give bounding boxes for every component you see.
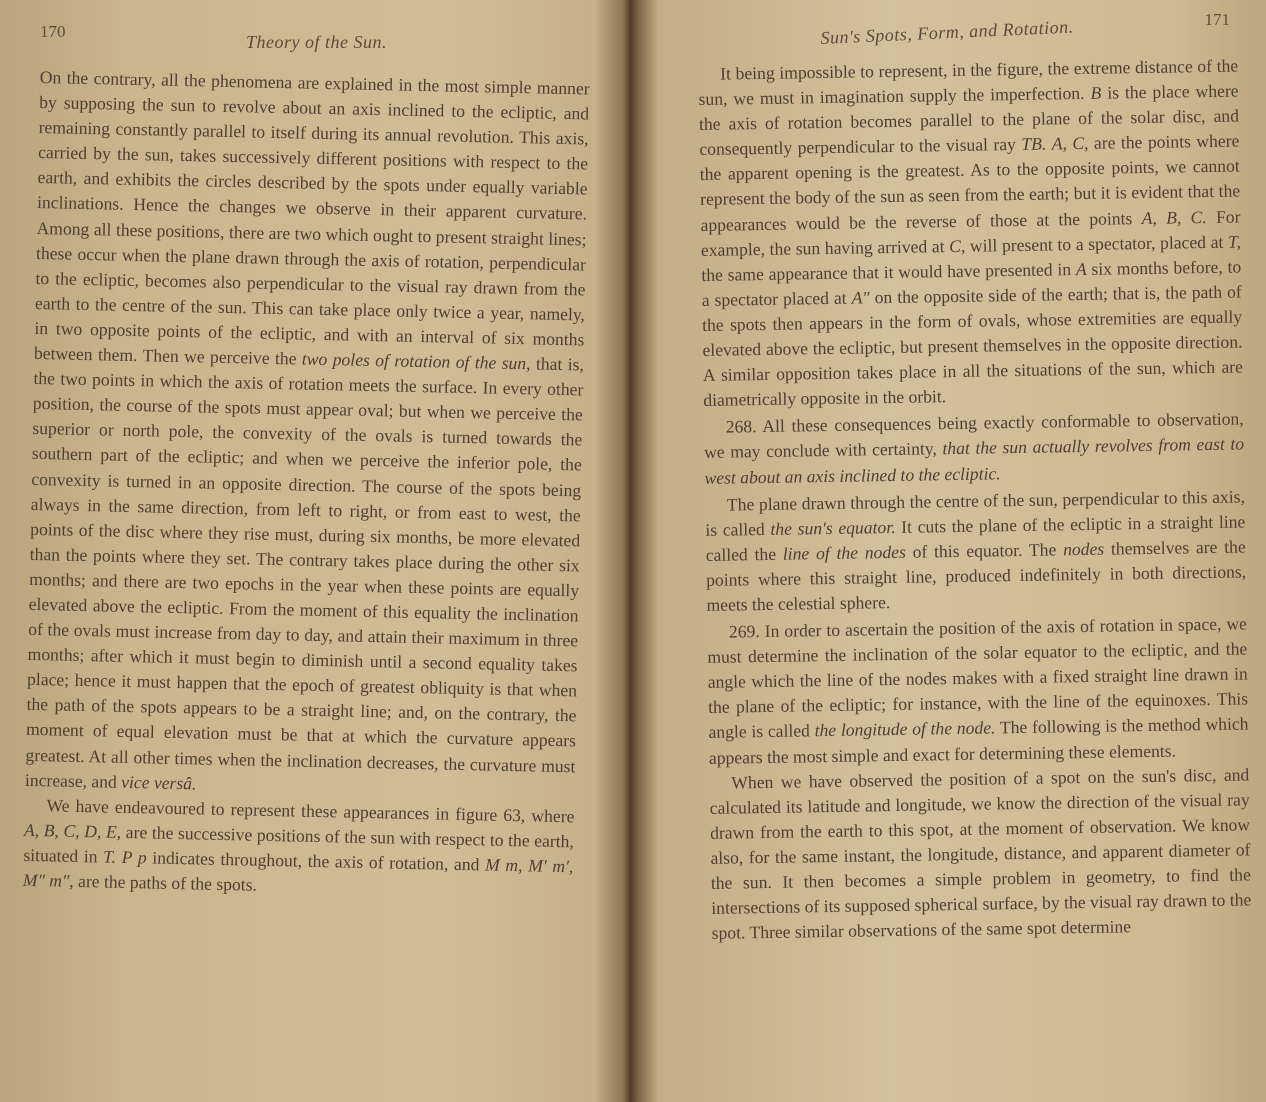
text-run: are the successive positions of the sun with respect to the earth, situated in [23,821,575,867]
text-run: that is, the two points in which the axis of rotation meets the surface. In every other position, the course of the spots must appear oval; but when we perceive the superior or north pole, the convexity of the ovals is turned towards the southern part of the ecliptic; and when we perceive the inferior pole, the convexity is turned in an opposite direction. The course of the spots being always in the same direction, from left to right, or from east to west, the points of the disc where they rise must, during six months, be more elevated than the points where they set. The contrary takes place during the other six months; and there are two epochs in the year when these points are equally elevated above the ecliptic. From the moment of this equality the inclination of the ovals must increase from day to day, and attain their maximum in three months; after which it must begin to diminish until a second equality takes place; hence it must happen that the epoch of greatest obliquity is that when the path of the spots appears to be a straight line; and, on the contrary, the moment of equal elevation must be that at which the curvature appears greatest. At all other times when the inclination decreases, the curvature must increase, and [24,353,585,792]
figure-letters: P p [121,846,147,868]
figure-letters: A, B, C. [1141,206,1207,228]
text-run: For example, the sun having arrived at [700,206,1241,260]
left-page [0,0,618,1102]
page-number: 170 [40,22,66,41]
running-head: Sun's Spots, Form, and Rotation. [820,16,1075,48]
paragraph [25,65,590,804]
paragraph [704,407,1245,491]
text-run: On the contrary, all the phenomena are explained in the most simple manner by supposing the sun to revolve about an axis inclined to the ecliptic, and remaining constantly parallel to itself during its annual revolution. This axis, carried by the sun, takes successively different positions with respect to the earth, and exhibits the circles described by the spots under equally variable inclinations. Hence the changes we observe in their apparent curvature. Among all these positions, there are two which ought to present straight lines; these occur when the plane drawn through the axis of rotation, perpendicular to the ecliptic, becomes also perpendicular to the visual ray drawn from the earth to the centre of the sun. This can take place only twice a year, namely, in two opposite points of the ecliptic, and with an interval of six months between them. Then we perceive the [33,66,590,369]
italic-term: that the sun actually revolves from east to west about an axis inclined to the ecliptic. [704,433,1245,488]
right-page [632,0,1266,1102]
paragraph [705,484,1247,618]
italic-term: the longitude of the node. [814,717,996,741]
page-number: 171 [1204,10,1230,29]
text-run: are the paths of the spots. [73,870,258,895]
figure-letters: A, C, [1051,133,1089,154]
running-head: Theory of the Sun. [246,32,387,52]
text-run: six months before, to a spectator placed at [701,256,1242,310]
text-run: indicates throughout, the axis of rotation, and [146,847,486,875]
figure-letters: A [1075,258,1087,279]
figure-letters: B [1090,82,1102,103]
text-run: the same appearance that it would have presented in [701,258,1077,285]
text-run: of this equator. The [905,539,1064,562]
figure-letters: M m, M′ m′, M″ m″, [22,854,574,891]
text-run: It being impossible to represent, in the figure, the extreme distance of the sun, we must in imagination supply the imperfection. [698,55,1239,110]
text-run: 268. All these consequences being exactly conformable to observation, we may conclude with certainty, [703,408,1244,463]
italic-term: two poles of rotation of the sun, [301,348,531,374]
italic-term: vice versâ. [121,771,197,794]
figure-letters: A, B, C, D, E, [23,819,122,842]
text-run: The following is the method which appears the most simple and exact for determining these elements. [708,713,1249,768]
text-run: on the opposite side of the earth; that is, the path of the spots then appears in the form of ovals, whose extremities are equally elevated above the ecliptic, but present themselves in the opposite direction. A similar opposition takes place in all the situations of the sun, which are diametrically opposite in the orbit. [701,281,1244,411]
text-run: 269. In order to ascertain the position of the axis of rotation in space, we must determine the inclination of the solar equator to the ecliptic, and the angle which the line of the nodes makes with a fixed straight line drawn in the plane of the ecliptic; for instance, with the line of the equinoxes. This angle is called [707,613,1249,743]
text-run: When we have observed the position of a spot on the sun's disc, and calculated its latitude and longitude, we know the direction of the visual ray drawn from the earth to this spot, at the moment of observation. We know also, for the same instant, the longitude, distance, and apparent diameter of the sun. It then becomes a simple problem in geometry, to find the intersections of its supposed spherical surface, by the visual ray drawn to the spot. Three similar observations of the same spot determine [709,764,1252,944]
text-run: will present to a spectator, placed at [965,231,1229,256]
text-run: themselves are the points where this straight line, produced indefinitely in both directions, meets the celestial sphere. [705,536,1247,615]
text-run: The plane drawn through the centre of the sun, perpendicular to this axis, is called [705,486,1246,540]
figure-letters: C, [949,235,966,256]
italic-term: line of the nodes [782,541,906,564]
text-run: We have endeavoured to represent these appearances in figure 63, where [46,795,575,827]
paragraph [23,793,575,905]
left-body-text [23,65,590,904]
figure-letters: TB. [1021,133,1047,155]
text-run: It cuts the plane of the ecliptic in a straight line called the [705,511,1246,565]
text-run: is the place where the axis of rotation becomes parallel to the plane of the solar disc, and consequently perpendicular to the visual ray [698,80,1240,160]
figure-letters: T. [102,846,117,867]
paragraph [707,612,1249,771]
text-run: are the points where the apparent opening is the greatest. As to the opposite points, we cannot represent the body of the sun as seen from the earth; but it is evident that the appearances would be the reverse of those at the points [699,130,1241,235]
paragraph [698,54,1243,414]
figure-letters: T, [1227,231,1242,252]
italic-term: the sun's equator. [770,516,896,539]
right-body-text [698,54,1252,947]
italic-term: nodes [1062,538,1105,560]
figure-letters: A″ [851,287,870,308]
paragraph [709,762,1252,946]
